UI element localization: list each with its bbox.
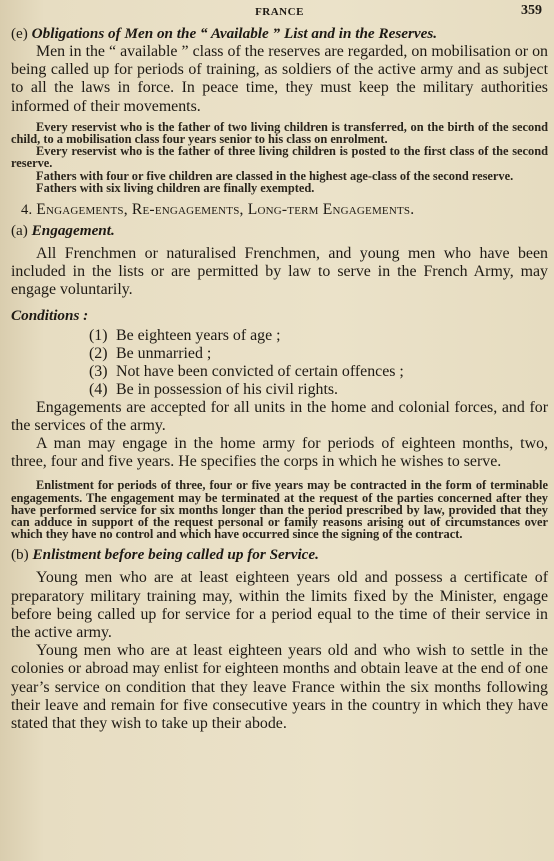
subsection-b-title: Enlistment before being called up for Service.: [32, 546, 319, 564]
subsection-b-marker: (b): [11, 546, 29, 564]
condition-number: (2): [89, 344, 108, 362]
subsection-a-note-1: Enlistment for periods of three, four or five years may be contracted in the form of terminable engagements. The engagement may be terminated at the request of the parties concerned after they have performed service for six months longer than the period prescribed by law, provided that they can adduce in support of the request personal or family reasons arising out of circumstances over which they have no control and which have occurred since the signing of the contract.: [11, 478, 548, 542]
subsection-e-heading: [11, 24, 548, 43]
running-head-title: FRANCE: [255, 6, 304, 18]
subsection-a-paragraph-1: All Frenchmen or naturalised Frenchmen, and young men who have been included in the lists or are permitted by law to serve in the French Army, may engage voluntarily.: [11, 245, 548, 299]
condition-number: (4): [89, 380, 108, 398]
running-head: [11, 3, 548, 23]
subsection-e-note-2: Every reservist who is the father of three living children is posted to the first class of the second reserve.: [11, 144, 548, 171]
subsection-a-title: Engagement.: [31, 222, 115, 240]
subsection-b-paragraph-1: Young men who are at least eighteen years old and possess a certificate of preparatory military training may, within the limits fixed by the Minister, engage before being called up for service for a period equal to the time of their service in the active army.: [11, 569, 548, 642]
subsection-b-paragraph-2: Young men who are at least eighteen years old and who wish to settle in the colonies or abroad may enlist for eighteen months and obtain leave at the end of one year’s service on condition that they leave France within the six months following their leave and remain for five consecutive years in the country in which they have stated that they wish to take up their abode.: [11, 642, 548, 733]
subsection-e-note-1: Every reservist who is the father of two living children is transferred, on the birth of the second child, to a mobilisation class four years senior to his class on enrolment.: [11, 119, 548, 147]
subsection-e-paragraph-1: Men in the “ available ” class of the reserves are regarded, on mobilisation or on being called up for periods of training, as soldiers of the active army and as subject to all the laws in force. In peace time, they must keep the military authorities informed of their movements.: [11, 43, 548, 115]
condition-number: (1): [89, 326, 108, 344]
condition-item: [89, 327, 548, 345]
condition-item: [89, 381, 548, 399]
subsection-e-note-3: Fathers with four or five children are classed in the highest age-class of the second reserve.: [36, 168, 514, 183]
condition-text: Not have been convicted of certain offences ;: [116, 362, 404, 380]
subsection-a-heading: [11, 221, 548, 240]
subsection-e-title: Obligations of Men on the “ Available ” List and in the Reserves.: [31, 25, 438, 42]
conditions-list: [11, 327, 548, 399]
condition-text: Be eighteen years of age ;: [116, 326, 281, 344]
conditions-heading: Conditions :: [11, 306, 89, 324]
section-4-title: Engagements, Re-engagements, Long-term Engagements.: [36, 201, 415, 219]
subsection-a-paragraph-3: A man may engage in the home army for periods of eighteen months, two, three, four and five years. He specifies the corps in which he wishes to serve.: [11, 435, 548, 471]
subsection-e-note-4: Fathers with six living children are finally exempted.: [36, 180, 315, 195]
condition-item: [89, 345, 548, 363]
subsection-b-heading: [11, 545, 548, 564]
condition-number: (3): [89, 362, 108, 380]
condition-text: Be unmarried ;: [116, 344, 212, 362]
subsection-a-paragraph-2: Engagements are accepted for all units in the home and colonial forces, and for the services of the army.: [11, 398, 548, 434]
section-4-number: 4.: [21, 202, 33, 219]
condition-item: [89, 363, 548, 381]
section-4-heading: [11, 200, 548, 220]
page-number: 359: [521, 3, 542, 18]
subsection-a-marker: (a): [11, 222, 28, 240]
condition-text: Be in possession of his civil rights.: [116, 380, 339, 398]
subsection-e-marker: (e): [11, 25, 28, 42]
